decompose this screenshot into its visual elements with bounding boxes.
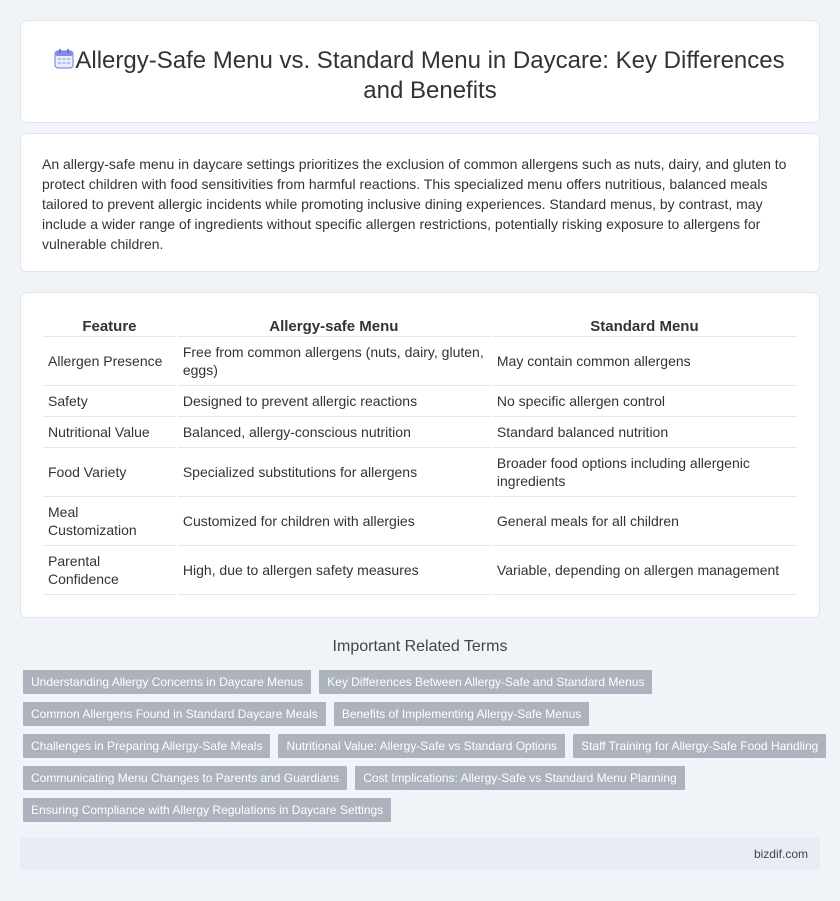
- footer-site-link[interactable]: bizdif.com: [753, 847, 808, 861]
- table-row: [43, 386, 797, 417]
- comparison-table: [41, 315, 799, 595]
- table-cell: Broader food options including allergenic ingredients: [492, 448, 797, 497]
- related-term-tag[interactable]: Common Allergens Found in Standard Daycare Meals: [23, 702, 326, 726]
- table-row: [43, 497, 797, 546]
- related-term-tag[interactable]: Ensuring Compliance with Allergy Regulations in Daycare Settings: [23, 798, 391, 822]
- table-cell: Nutritional Value: [43, 417, 176, 448]
- table-cell: No specific allergen control: [492, 386, 797, 417]
- related-term-tag[interactable]: Benefits of Implementing Allergy-Safe Menus: [334, 702, 589, 726]
- related-terms-title: Important Related Terms: [332, 638, 508, 655]
- table-cell: High, due to allergen safety measures: [178, 546, 490, 595]
- table-row: [43, 546, 797, 595]
- table-cell: Food Variety: [43, 448, 176, 497]
- table-cell: Free from common allergens (nuts, dairy, gluten, eggs): [178, 337, 490, 386]
- header-allergy-safe: Allergy-safe Menu: [178, 315, 490, 337]
- related-term-tag[interactable]: Staff Training for Allergy-Safe Food Handling: [573, 734, 826, 758]
- header-feature: Feature: [43, 315, 176, 337]
- table-cell: Designed to prevent allergic reactions: [178, 386, 490, 417]
- table-cell: Parental Confidence: [43, 546, 176, 595]
- header-card: [20, 20, 820, 123]
- related-term-tag[interactable]: Challenges in Preparing Allergy-Safe Meals: [23, 734, 270, 758]
- header-standard: Standard Menu: [492, 315, 797, 337]
- table-cell: Variable, depending on allergen management: [492, 546, 797, 595]
- table-cell: Safety: [43, 386, 176, 417]
- table-cell: Specialized substitutions for allergens: [178, 448, 490, 497]
- page-title: Allergy-Safe Menu vs. Standard Menu in Daycare: Key Differences and Benefits: [75, 47, 785, 104]
- footer: [20, 838, 820, 870]
- table-row: [43, 337, 797, 386]
- intro-card: [20, 133, 820, 272]
- table-cell: Customized for children with allergies: [178, 497, 490, 546]
- table-header-row: [43, 315, 797, 337]
- table-cell: Balanced, allergy-conscious nutrition: [178, 417, 490, 448]
- table-cell: May contain common allergens: [492, 337, 797, 386]
- related-term-tag[interactable]: Cost Implications: Allergy-Safe vs Standard Menu Planning: [355, 766, 685, 790]
- related-term-tag[interactable]: Key Differences Between Allergy-Safe and Standard Menus: [319, 670, 652, 694]
- intro-paragraph: An allergy-safe menu in daycare settings prioritizes the exclusion of common allergens such as nuts, dairy, and gluten to protect children with food sensitivities from harmful reactions. This specialized menu offers nutritious, balanced meals tailored to prevent allergic incidents while promoting inclusive dining experiences. Standard menus, by contrast, may include a wider range of ingredients without specific allergen restrictions, potentially risking exposure to allergens for vulnerable children.: [42, 156, 787, 252]
- table-row: [43, 417, 797, 448]
- related-term-tag[interactable]: Understanding Allergy Concerns in Daycare Menus: [23, 670, 311, 694]
- table-cell: Meal Customization: [43, 497, 176, 546]
- comparison-card: [20, 292, 820, 618]
- related-terms-list: [23, 670, 823, 830]
- related-term-tag[interactable]: Communicating Menu Changes to Parents and Guardians: [23, 766, 347, 790]
- related-term-tag[interactable]: Nutritional Value: Allergy-Safe vs Standard Options: [278, 734, 565, 758]
- table-cell: General meals for all children: [492, 497, 797, 546]
- table-cell: Standard balanced nutrition: [492, 417, 797, 448]
- table-row: [43, 448, 797, 497]
- table-cell: Allergen Presence: [43, 337, 176, 386]
